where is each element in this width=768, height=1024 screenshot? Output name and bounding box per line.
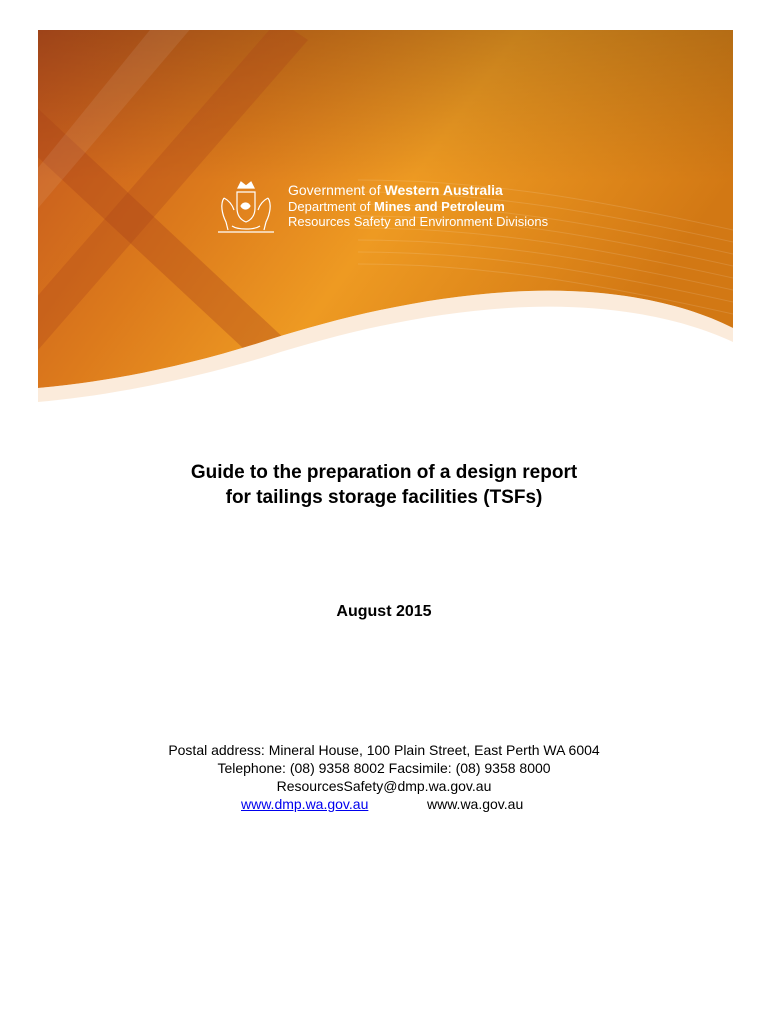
postal-address: Postal address: Mineral House, 100 Plain Street, East Perth WA 6004 <box>168 742 600 758</box>
government-name <box>288 182 548 199</box>
gov-strong: Western Australia <box>384 182 503 198</box>
email-address: ResourcesSafety@dmp.wa.gov.au <box>276 778 492 794</box>
dmp-website-link[interactable]: www.dmp.wa.gov.au <box>241 796 369 812</box>
gov-prefix: Government of <box>288 182 385 198</box>
document-date: August 2015 <box>336 603 432 620</box>
dept-prefix: Department of <box>288 198 374 214</box>
government-heading <box>288 182 548 230</box>
document-title <box>0 460 768 510</box>
coat-of-arms-icon <box>210 178 282 236</box>
contact-block <box>0 741 768 813</box>
website-links <box>0 795 768 813</box>
division-name: Resources Safety and Environment Divisions <box>288 214 549 230</box>
title-line-2: for tailings storage facilities (TSFs) <box>225 487 543 508</box>
department-name <box>288 199 548 215</box>
wa-website-text: www.wa.gov.au <box>427 796 524 812</box>
title-line-1: Guide to the preparation of a design report <box>190 462 578 483</box>
phone-fax: Telephone: (08) 9358 8002 Facsimile: (08) 9358 8000 <box>217 760 551 776</box>
dept-strong: Mines and Petroleum <box>374 198 505 214</box>
